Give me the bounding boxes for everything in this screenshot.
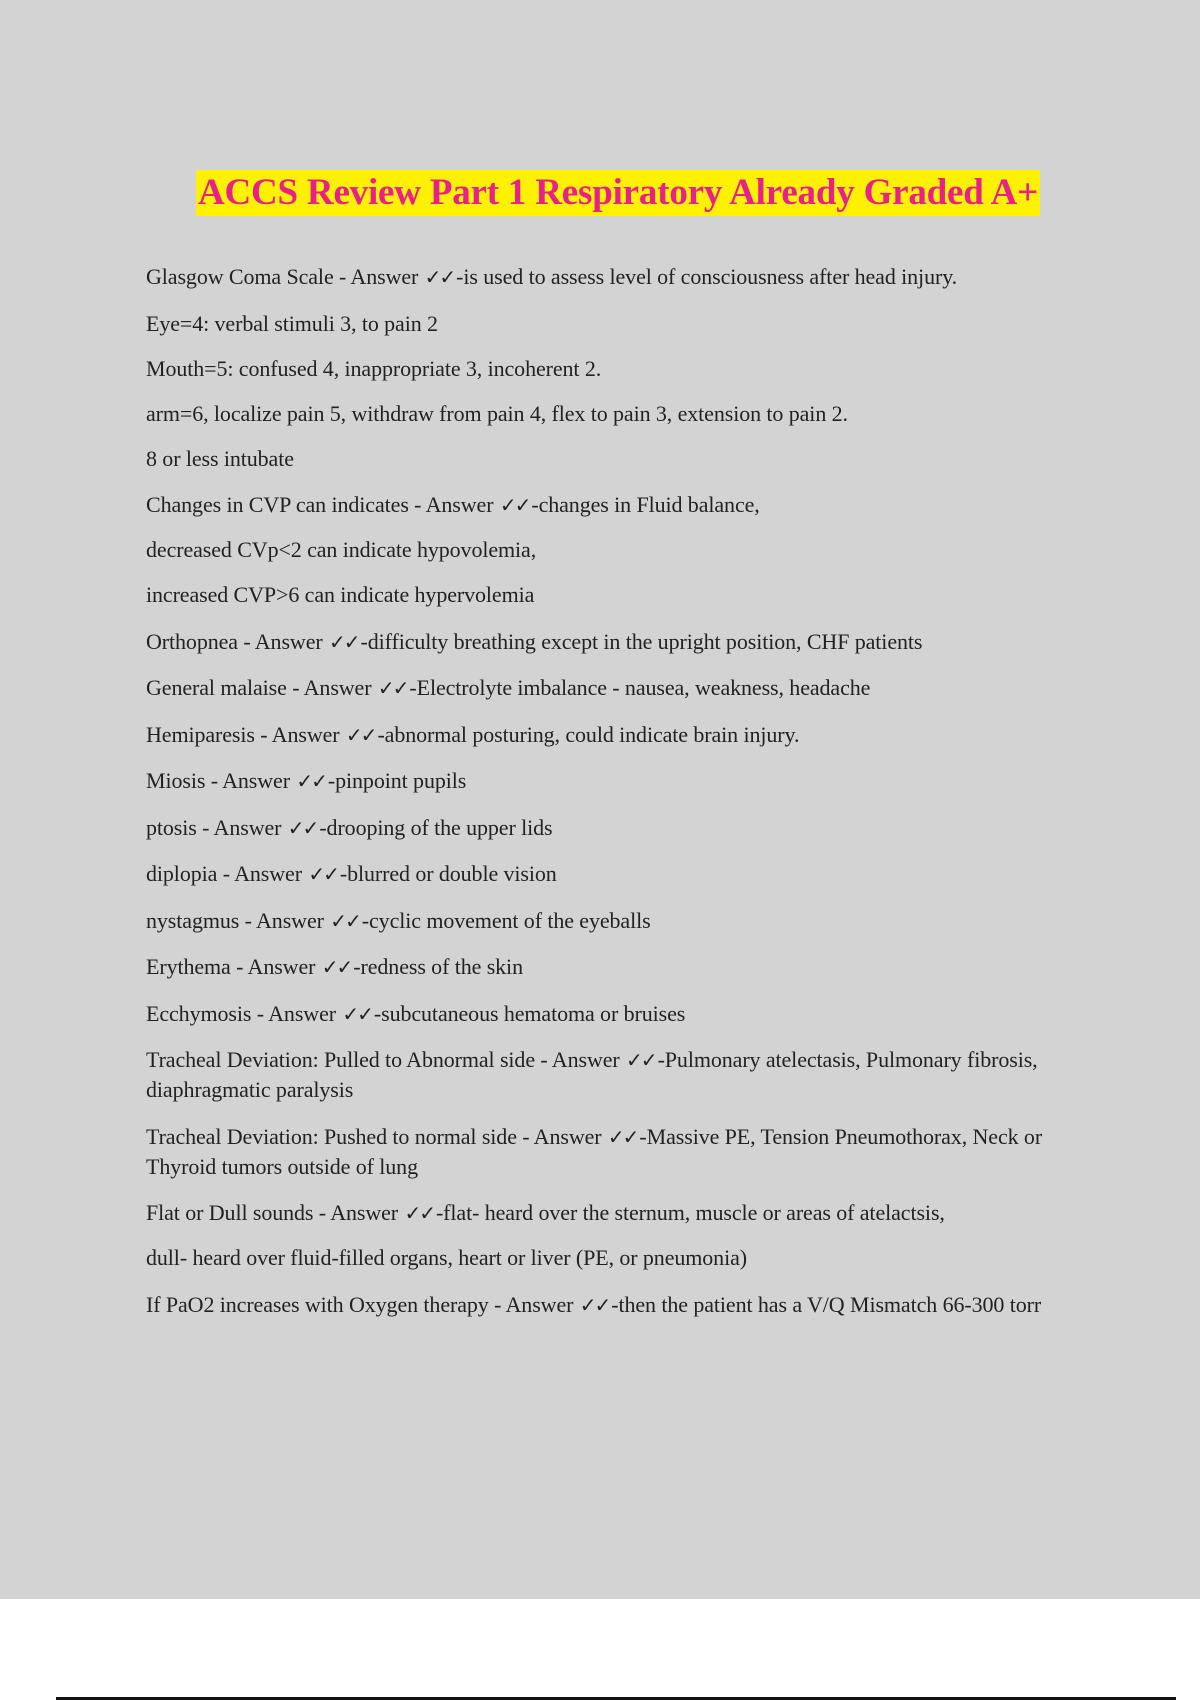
answer: -abnormal posturing, could indicate brain injury.: [377, 721, 800, 747]
document-title: ACCS Review Part 1 Respiratory Already Graded A+: [196, 170, 1040, 216]
term: Miosis - Answer: [146, 768, 296, 793]
answer: -difficulty breathing except in the upright position, CHF patients: [360, 628, 923, 654]
line-2: Mouth=5: confused 4, inappropriate 3, incoherent 2.: [146, 355, 602, 381]
line-19: [146, 1198, 1076, 1228]
line-4: 8 or less intubate: [146, 445, 294, 471]
term: General malaise - Answer: [146, 675, 377, 700]
line-20: dull- heard over fluid-filled organs, heart or liver (PE, or pneumonia): [146, 1245, 747, 1270]
term: Changes in CVP can indicates - Answer: [146, 492, 499, 517]
line-11: [146, 766, 1076, 796]
answer: -Massive PE, Tension Pneumothorax, Neck or Thyroid tumors outside of lung: [146, 1123, 1043, 1179]
term: Erythema - Answer: [146, 954, 321, 979]
term: Tracheal Deviation: Pushed to normal side - Answer: [146, 1123, 607, 1149]
double-check-icon: ✓✓: [579, 1292, 610, 1317]
double-check-icon: ✓✓: [329, 629, 359, 654]
double-check-icon: ✓✓: [626, 1048, 656, 1072]
term: nystagmus - Answer: [146, 907, 330, 933]
line-9: [146, 673, 1076, 703]
line-0: [146, 262, 1076, 292]
answer: -drooping of the upper lids: [319, 814, 553, 840]
line-5: [146, 490, 1076, 520]
answer: -subcutaneous hematoma or bruises: [373, 1000, 686, 1026]
answer: -redness of the skin: [353, 954, 523, 979]
title-container: [0, 170, 1200, 216]
line-14: [146, 906, 1076, 936]
line-3: arm=6, localize pain 5, withdraw from pain 4, flex to pain 3, extension to pain 2.: [146, 400, 848, 426]
double-check-icon: ✓✓: [308, 862, 338, 886]
line-6: decreased CVp<2 can indicate hypovolemia,: [146, 537, 537, 562]
double-check-icon: ✓✓: [607, 1124, 638, 1149]
double-check-icon: ✓✓: [342, 1001, 372, 1026]
double-check-icon: ✓✓: [330, 908, 360, 933]
term: Hemiparesis - Answer: [146, 721, 345, 747]
double-check-icon: ✓✓: [321, 955, 352, 979]
answer: -Pulmonary atelectasis, Pulmonary fibrosis, diaphragmatic paralysis: [146, 1047, 1038, 1102]
term: ptosis - Answer: [146, 814, 287, 840]
double-check-icon: ✓✓: [345, 722, 376, 747]
answer: -Electrolyte imbalance - nausea, weakness, headache: [409, 675, 871, 700]
line-7: increased CVP>6 can indicate hypervolemia: [146, 582, 535, 607]
line-17: [146, 1045, 1076, 1105]
answer: -blurred or double vision: [339, 861, 557, 886]
document-content: [146, 262, 1076, 1336]
term: Ecchymosis - Answer: [146, 1000, 342, 1026]
line-15: [146, 952, 1076, 982]
double-check-icon: ✓✓: [404, 1201, 434, 1225]
line-10: [146, 720, 1076, 750]
line-16: [146, 999, 1076, 1029]
term: diplopia - Answer: [146, 861, 308, 886]
line-8: [146, 627, 1076, 657]
term: If PaO2 increases with Oxygen therapy - Answer: [146, 1291, 579, 1317]
double-check-icon: ✓✓: [499, 493, 530, 517]
line-13: [146, 859, 1076, 889]
answer: -flat- heard over the sternum, muscle or areas of atelactsis,: [435, 1200, 945, 1225]
line-21: [146, 1290, 1076, 1320]
term: Glasgow Coma Scale - Answer: [146, 264, 424, 289]
answer: -changes in Fluid balance,: [531, 492, 760, 517]
term: Flat or Dull sounds - Answer: [146, 1200, 404, 1225]
double-check-icon: ✓✓: [296, 769, 326, 793]
line-12: [146, 813, 1076, 843]
answer: -pinpoint pupils: [327, 768, 467, 793]
line-18: [146, 1122, 1076, 1182]
double-check-icon: ✓✓: [287, 815, 318, 840]
double-check-icon: ✓✓: [424, 265, 455, 289]
answer: -cyclic movement of the eyeballs: [361, 907, 651, 933]
double-check-icon: ✓✓: [377, 676, 408, 700]
line-1: Eye=4: verbal stimuli 3, to pain 2: [146, 310, 438, 336]
term: Tracheal Deviation: Pulled to Abnormal side - Answer: [146, 1047, 626, 1072]
term: Orthopnea - Answer: [146, 628, 328, 654]
answer: -then the patient has a V/Q Mismatch 66-300 torr: [611, 1291, 1042, 1317]
answer: -is used to assess level of consciousness after head injury.: [456, 264, 958, 289]
